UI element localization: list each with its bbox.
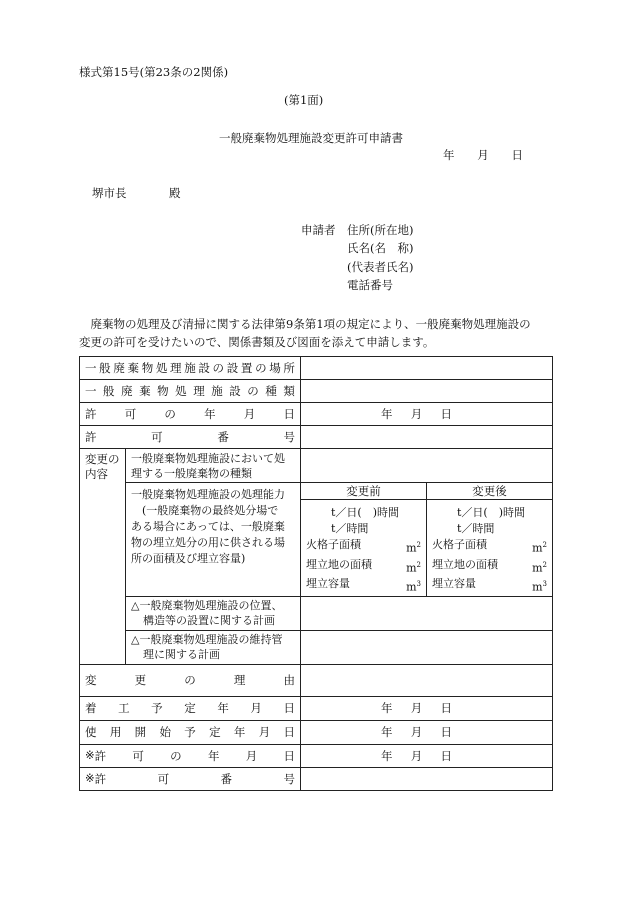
plan-maintenance-cell[interactable] [301,630,553,664]
row-permit-number-official-label: ※ 許 可 番 号 [80,767,301,790]
addressee-suffix: 殿 [169,186,181,200]
before-header: 変更前 [301,483,427,500]
form-number: 様式第15号(第23条の2関係) [79,65,229,79]
permit-date-cell[interactable] [301,403,553,426]
plan-location-cell[interactable] [301,596,553,630]
waste-kind-label: 一般廃棄物処理施設において処 理する一般廃棄物の種類 [126,449,301,483]
waste-kind-cell[interactable] [301,449,553,483]
permit-number-official-cell [301,767,553,790]
applicant-address-label: 住所(所在地) [347,223,414,237]
reason-cell[interactable] [301,664,553,696]
row-permit-date-official-label: ※ 許 可 の 年 月 日 [80,744,301,767]
applicant-label: 申請者 [301,223,336,237]
application-form-table [79,356,553,791]
change-content-label: 変更の 内容 [80,449,126,665]
row-permit-date-label: 許 可 の 年 月 日 [80,403,301,426]
date-line [443,147,523,163]
after-header: 変更後 [427,483,553,500]
row-location-label: 一 般 廃 棄 物 処 理 施 設 の 設 置 の 場 所 [80,357,301,380]
intro-line-1: 廃棄物の処理及び清掃に関する法律第9条第1項の規定により、一般廃棄物処理施設の [79,317,531,331]
row-permit-number-label: 許 可 番 号 [80,426,301,449]
addressee: 堺市長 [92,186,127,200]
location-value-cell[interactable] [301,357,553,380]
plan-maintenance-label: △一般廃棄物処理施設の維持管 理に関する計画 [126,630,301,664]
row-reason-label: 変 更 の 理 由 [80,664,301,696]
date-year-label: 年 [443,148,455,162]
start-date-parts: 年 月 日 [381,701,452,716]
row-use-date-label: 使 用 開 始 予 定 年 月 日 [80,720,301,744]
permit-number-cell[interactable] [301,426,553,449]
start-date-cell[interactable] [301,696,553,720]
permit-date-parts: 年 月 日 [381,407,452,421]
intro-line-2: 変更の許可を受けたいので、関係書類及び図面を添えて申請します。 [79,335,435,349]
document-title: 一般廃棄物処理施設変更許可申請書 [219,131,403,145]
applicant-phone-label: 電話番号 [347,278,393,292]
capacity-after-cell[interactable]: t／日( )時間 t／時間 火格子面積 $m^2$ 埋立地の面積 $m^2$ 埋立容量 $m^3$ [427,500,553,597]
plan-location-label: △一般廃棄物処理施設の位置、 構造等の設置に関する計画 [126,596,301,630]
applicant-representative-label: (代表者氏名) [347,260,414,274]
page-label: (第1面) [284,93,324,107]
use-date-cell[interactable] [301,720,553,744]
capacity-before-cell[interactable]: t／日( )時間 t／時間 火格子面積 $m^2$ 埋立地の面積 $m^2$ 埋立容量 $m^3$ [301,500,427,597]
capacity-label: 一般廃棄物処理施設の処理能力 (一般廃棄物の最終処分場で ある場合にあっては、一般廃棄 物の埋立処分の用に供される場 所の面積及び埋立容量) [126,483,301,597]
row-type-label: 一 般 廃 棄 物 処 理 施 設 の 種 類 [80,380,301,403]
permit-date-official-cell [301,744,553,767]
date-month-label: 月 [477,148,489,162]
intro-text [79,315,531,351]
date-day-label: 日 [511,148,523,162]
applicant-name-label: 氏名(名 称) [347,241,414,255]
type-value-cell[interactable] [301,380,553,403]
row-start-date-label: 着 工 予 定 年 月 日 [80,696,301,720]
use-date-parts: 年 月 日 [381,725,452,740]
permit-date-official-parts: 年 月 日 [381,748,452,763]
